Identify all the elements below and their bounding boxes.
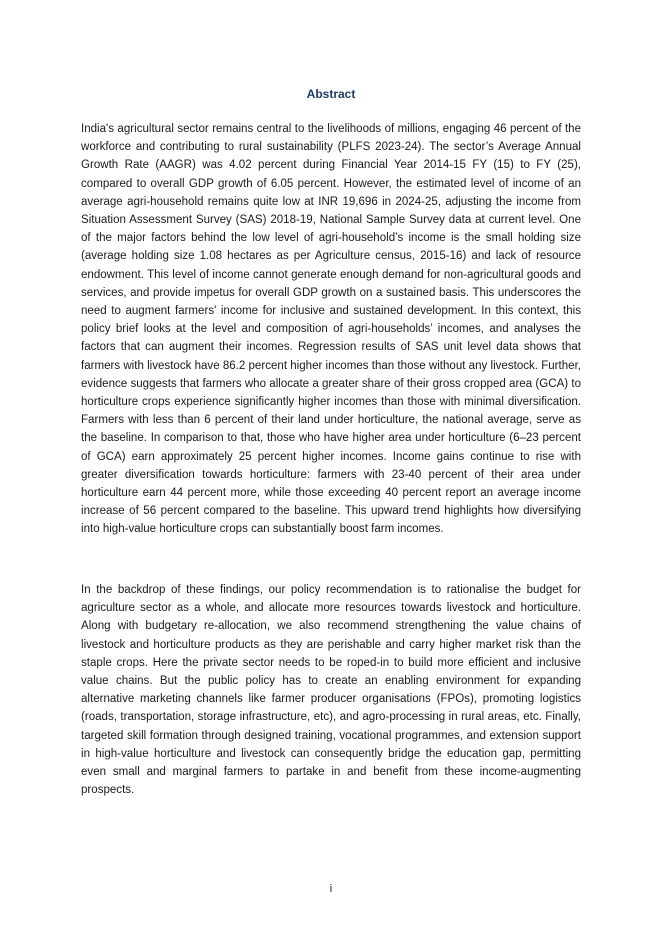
- abstract-title: Abstract: [306, 87, 356, 101]
- abstract-paragraph-2: In the backdrop of these findings, our policy recommendation is to rationalise the budget for agriculture sector as a whole, and allocate more resources towards livestock and horticulture. Along with budgetary re-allocation, we also recommend strengthening the value chains of livestock and horticulture products as they are perishable and carry higher market risk than the staple crops. Here the private sector needs to be roped-in to build more efficient and inclusive value chains. But the public policy has to create an enabling environment for expanding alternative marketing channels like farmer producer organisations (FPOs), promoting logistics (roads, transportation, storage infrastructure, etc), and agro-processing in rural areas, etc. Finally, targeted skill formation through designed training, vocational programmes, and extension support in high-value horticulture and livestock can consequently bridge the education gap, permitting even small and marginal farmers to partake in and benefit from these income-augmenting prospects.: [81, 584, 581, 797]
- page-number: i: [329, 883, 333, 895]
- abstract-paragraph-1: India's agricultural sector remains central to the livelihoods of millions, engaging 46 percent of the workforce and contributing to rural sustainability (PLFS 2023-24). The sector’s Average Annual Growth Rate (AAGR) was 4.02 percent during Financial Year 2014-15 FY (15) to FY (25), compared to overall GDP growth of 6.05 percent. However, the estimated level of income of an average agri-household remains quite low at INR 19,696 in 2024-25, adjusting the income from Situation Assessment Survey (SAS) 2018-19, National Sample Survey data at current level. One of the major factors behind the low level of agri-household’s income is the small holding size (average holding size 1.08 hectares as per Agriculture census, 2015-16) and lack of resource endowment. This level of income cannot generate enough demand for non-agricultural goods and services, and provide impetus for overall GDP growth on a sustained basis. This underscores the need to augment farmers' income for inclusive and sustained development. In this context, this policy brief looks at the level and composition of agri-households’ incomes, and analyses the factors that can augment their incomes. Regression results of SAS unit level data shows that farmers with livestock have 86.2 percent higher incomes than those without any livestock. Further, evidence suggests that farmers who allocate a greater share of their gross cropped area (GCA) to horticulture crops experience significantly higher incomes than those with minimal diversification. Farmers with less than 6 percent of their land under horticulture, the national average, serve as the baseline. In comparison to that, those who have higher area under horticulture (6–23 percent of GCA) earn approximately 25 percent higher incomes. Income gains continue to rise with greater diversification towards horticulture: farmers with 23-40 percent of their area under horticulture earn 44 percent more, while those exceeding 40 percent report an average income increase of 56 percent compared to the baseline. This upward trend highlights how diversifying into high-value horticulture crops can substantially boost farm incomes.: [81, 123, 581, 536]
